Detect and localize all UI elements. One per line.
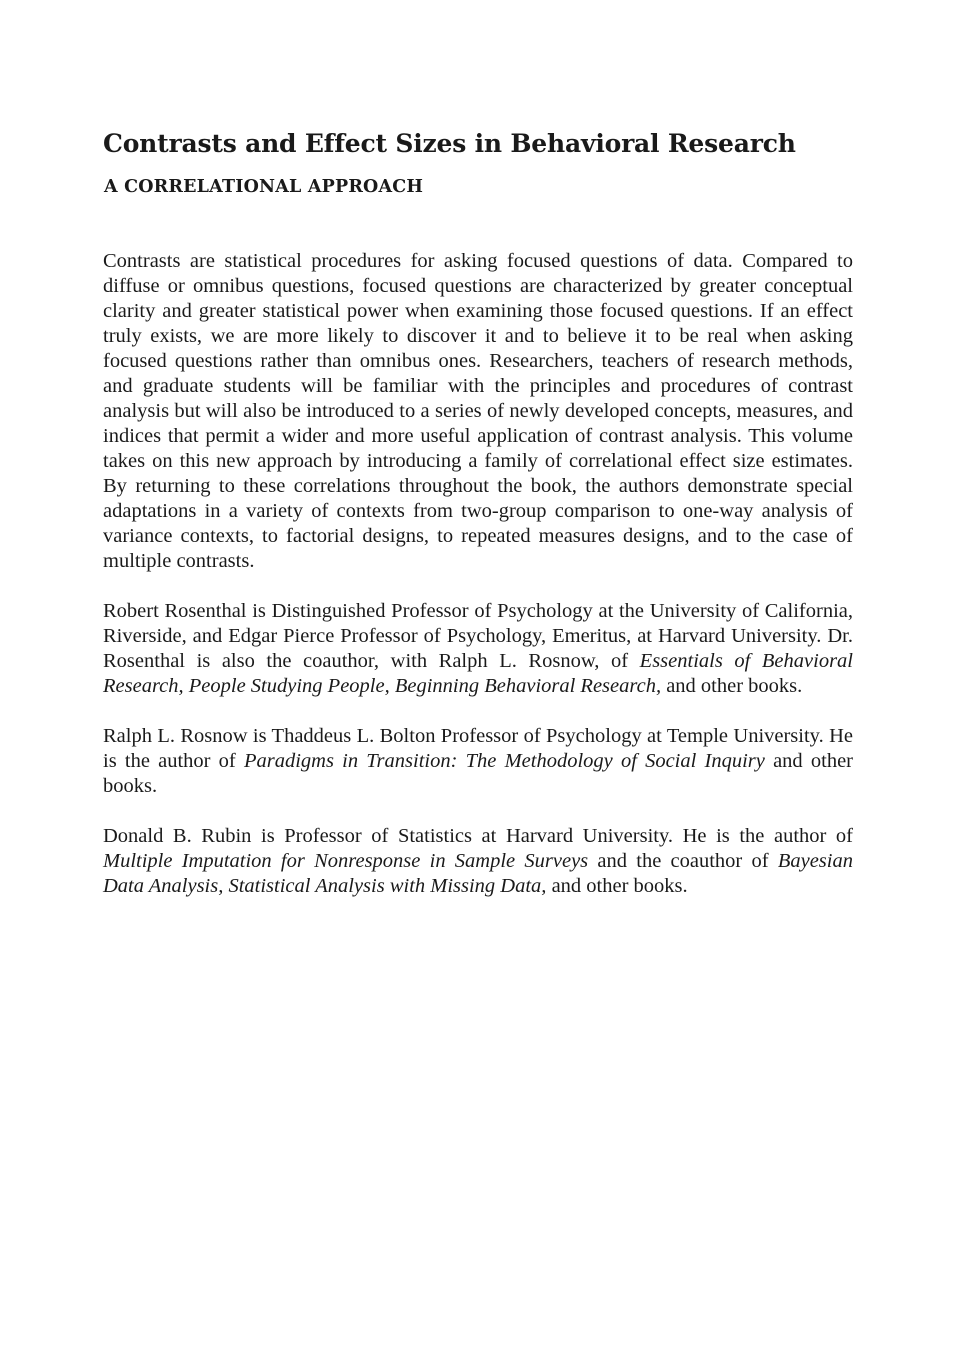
bio-text: Donald B. Rubin is Professor of Statistics at Harvard University. He is the author of [103,825,853,847]
author-bio-rosenthal [103,599,853,699]
author-bio-rubin [103,824,853,899]
bio-text: Ralph L. Rosnow is Thaddeus L. Bolton Professor of Psychology at Temple University. He is the author of [103,725,853,772]
bio-text: and other books. [661,675,803,697]
bio-text: and the coauthor of [588,850,778,872]
book-title: Contrasts and Effect Sizes in Behavioral Research [103,129,796,158]
bio-works: Bayesian Data Analysis, Statistical Analysis with Missing Data, [103,850,853,897]
bio-text: and other books. [103,750,853,797]
book-subtitle: A CORRELATIONAL APPROACH [104,177,424,197]
page-content [103,126,853,899]
author-bio-rosnow [103,724,853,799]
bio-text: and other books. [546,875,688,897]
book-description: Contrasts are statistical procedures for asking focused questions of data. Compared to diffuse or omnibus questions, focused questions are characterized by greater conceptual clarity and greater statistical power when examining those focused questions. If an effect truly exists, we are more likely to discover it and to believe it to be real when asking focused questions rather than omnibus ones. Researchers, teachers of research methods, and graduate students will be familiar with the principles and procedures of contrast analysis but will also be introduced to a series of newly developed concepts, measures, and indices that permit a wider and more useful application of contrast analysis. This volume takes on this new approach by introducing a family of correlational effect size estimates. By returning to these correlations throughout the book, the authors demonstrate special adaptations in a variety of contexts from two-group comparison to one-way analysis of variance contexts, to factorial designs, to repeated measures designs, and to the case of multiple contrasts. [103,250,853,572]
bio-works: Multiple Imputation for Nonresponse in Sample Surveys [103,850,589,872]
bio-text: Robert Rosenthal is Distinguished Professor of Psychology at the University of California, Riverside, and Edgar Pierce Professor of Psychology, Emeritus, at Harvard University. Dr. Rosenthal is also the coauthor, with Ralph L. Rosnow, of [103,600,853,672]
bio-works: Paradigms in Transition: The Methodology of Social Inquiry [243,750,765,772]
bio-works: Essentials of Behavioral Research, People Studying People, Beginning Behavioral Research, [103,650,854,697]
